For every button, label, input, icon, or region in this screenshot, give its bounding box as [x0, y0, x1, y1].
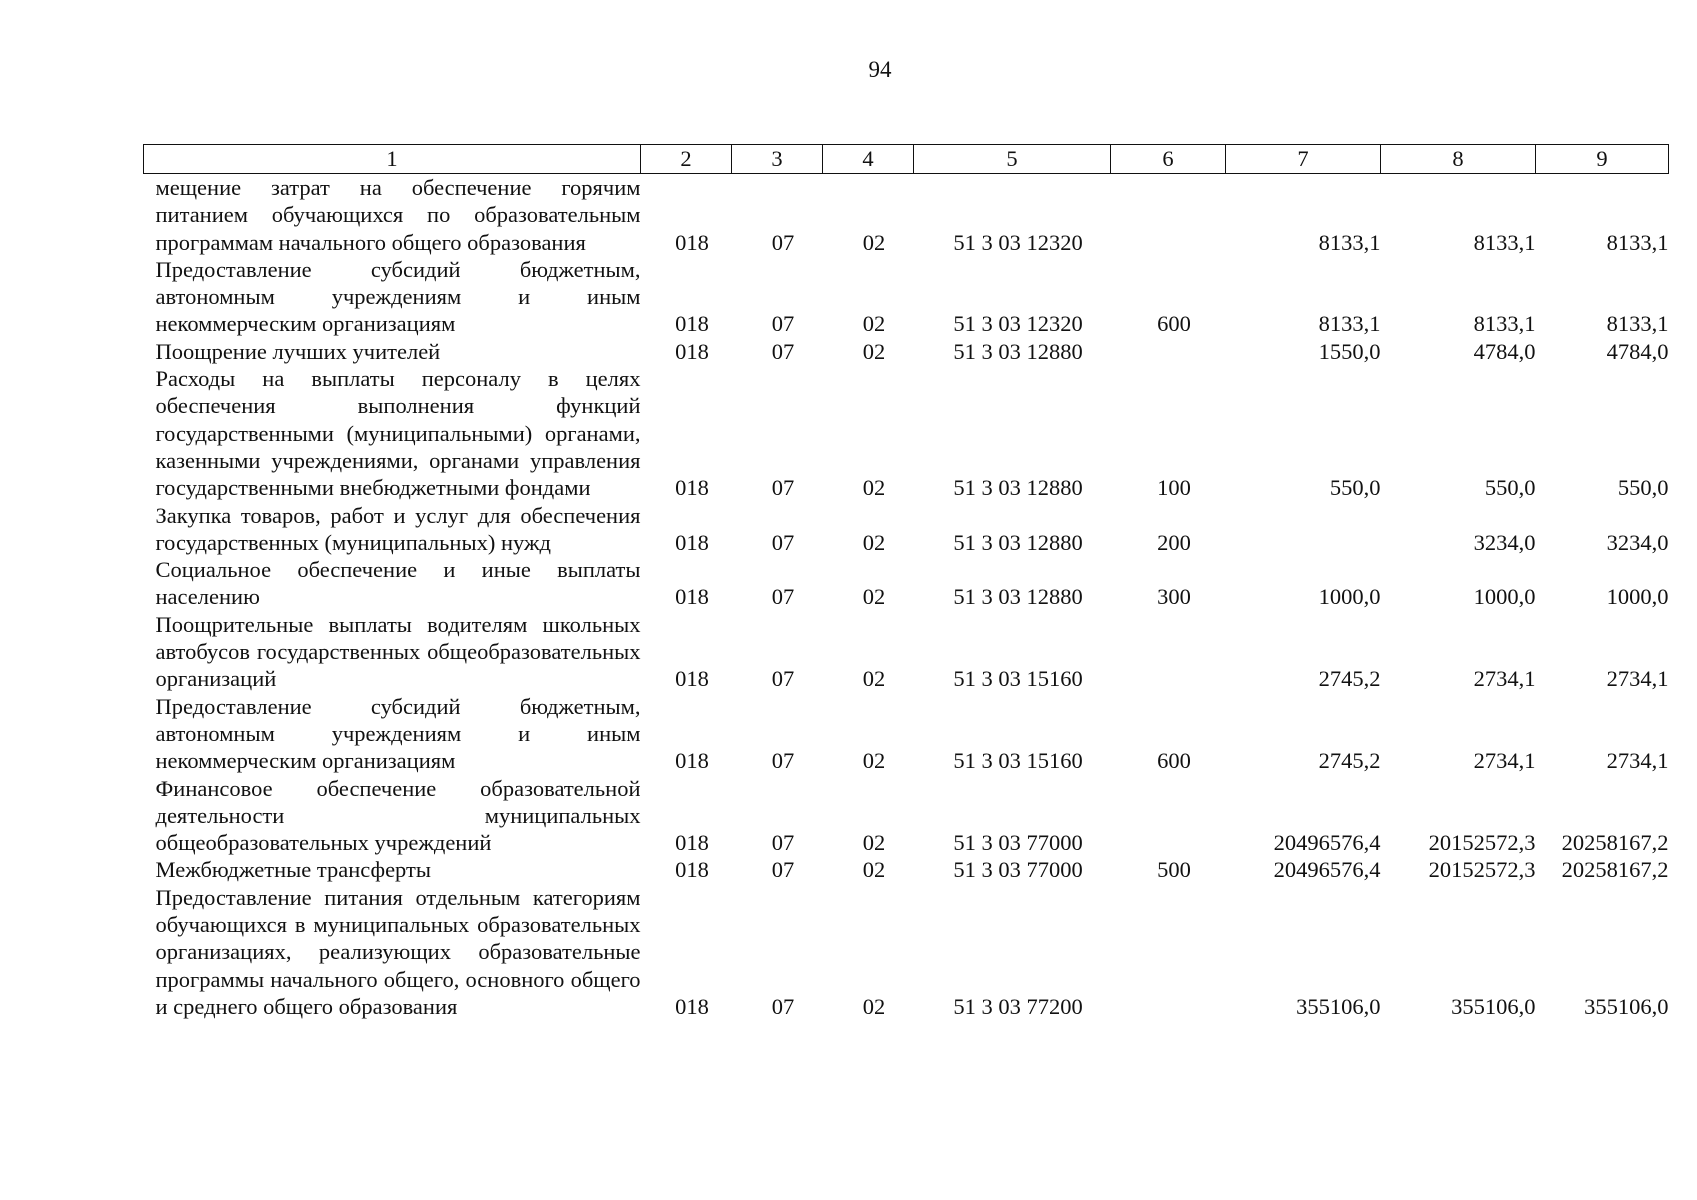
amount-year-2: 550,0	[1484, 475, 1536, 501]
amount-year-3: 4784,0	[1606, 338, 1669, 364]
header-cell: 5	[914, 145, 1111, 174]
amount-year-2: 20152572,3	[1428, 830, 1536, 856]
section-code: 07	[771, 338, 795, 364]
table-body	[144, 174, 1669, 1021]
section-code: 07	[771, 857, 795, 883]
ministry-code: 018	[675, 475, 709, 501]
header-cell: 7	[1226, 145, 1381, 174]
amount-year-3: 20258167,2	[1561, 830, 1669, 856]
header-row	[144, 145, 1669, 174]
amount-year-1: 8133,1	[1318, 229, 1381, 255]
amount-year-1: 20496576,4	[1273, 830, 1381, 856]
amount-year-1: 355106,0	[1296, 993, 1381, 1019]
row-description: мещение затрат на обеспечение горячим питанием обучающихся по образовательным программам начального общего образования	[155, 175, 641, 255]
amount-year-1: 550,0	[1329, 475, 1381, 501]
row-description: Финансовое обеспечение образовательной деятельности муниципальных общеобразовательных учреждений	[155, 775, 641, 856]
subsection-code: 02	[862, 666, 886, 692]
page-number: 94	[868, 57, 892, 82]
amount-year-1	[1226, 502, 1381, 557]
subsection-code: 02	[862, 338, 886, 364]
amount-year-2: 1000,0	[1473, 584, 1536, 610]
section-code: 07	[771, 748, 795, 774]
target-article-code: 51 3 03 12320	[953, 311, 1083, 337]
row-description: Предоставление субсидий бюджетным, автономным учреждениям и иным некоммерческим организациям	[155, 693, 641, 774]
expense-type-code: 100	[1157, 475, 1191, 501]
amount-year-2: 4784,0	[1473, 338, 1536, 364]
target-article-code: 51 3 03 77000	[953, 830, 1083, 856]
amount-year-1: 2745,2	[1318, 666, 1381, 692]
subsection-code: 02	[862, 475, 886, 501]
section-code: 07	[771, 666, 795, 692]
amount-year-1: 1550,0	[1318, 338, 1381, 364]
expense-type-code	[1111, 884, 1226, 1020]
target-article-code: 51 3 03 12320	[953, 229, 1083, 255]
expense-type-code: 500	[1157, 857, 1191, 883]
budget-table	[143, 144, 1669, 1020]
ministry-code: 018	[675, 584, 709, 610]
amount-year-2: 3234,0	[1473, 529, 1536, 555]
amount-year-1: 1000,0	[1318, 584, 1381, 610]
target-article-code: 51 3 03 12880	[953, 584, 1083, 610]
section-code: 07	[771, 529, 795, 555]
table-row	[144, 502, 1669, 557]
amount-year-3: 20258167,2	[1561, 857, 1669, 883]
row-description: Социальное обеспечение и иные выплаты населению	[155, 557, 641, 610]
ministry-code: 018	[675, 993, 709, 1019]
expense-type-code	[1111, 611, 1226, 693]
table-row	[144, 338, 1669, 365]
expense-type-code: 600	[1157, 311, 1191, 337]
amount-year-2: 8133,1	[1473, 311, 1536, 337]
amount-year-3: 3234,0	[1606, 529, 1669, 555]
amount-year-1: 2745,2	[1318, 748, 1381, 774]
amount-year-2: 2734,1	[1473, 666, 1536, 692]
ministry-code: 018	[675, 666, 709, 692]
amount-year-1: 8133,1	[1318, 311, 1381, 337]
header-cell: 6	[1111, 145, 1226, 174]
target-article-code: 51 3 03 12880	[953, 475, 1083, 501]
amount-year-2: 355106,0	[1451, 993, 1536, 1019]
amount-year-2: 8133,1	[1473, 229, 1536, 255]
expense-type-code	[1111, 775, 1226, 857]
row-description: Закупка товаров, работ и услуг для обеспечения государственных (муниципальных) нужд	[155, 502, 641, 555]
section-code: 07	[771, 229, 795, 255]
target-article-code: 51 3 03 15160	[953, 666, 1083, 692]
amount-year-3: 8133,1	[1606, 229, 1669, 255]
table-row	[144, 174, 1669, 256]
row-description: Предоставление субсидий бюджетным, автономным учреждениям и иным некоммерческим организациям	[155, 256, 641, 337]
ministry-code: 018	[675, 529, 709, 555]
ministry-code: 018	[675, 857, 709, 883]
row-description: Межбюджетные трансферты	[155, 857, 431, 883]
amount-year-2: 20152572,3	[1428, 857, 1536, 883]
target-article-code: 51 3 03 12880	[953, 529, 1083, 555]
ministry-code: 018	[675, 229, 709, 255]
expense-type-code: 600	[1157, 748, 1191, 774]
table-row	[144, 856, 1669, 883]
expense-type-code	[1111, 174, 1226, 256]
ministry-code: 018	[675, 338, 709, 364]
table-row	[144, 693, 1669, 775]
amount-year-3: 2734,1	[1606, 666, 1669, 692]
subsection-code: 02	[862, 857, 886, 883]
header-cell: 9	[1536, 145, 1669, 174]
header-cell: 8	[1381, 145, 1536, 174]
section-code: 07	[771, 311, 795, 337]
target-article-code: 51 3 03 12880	[953, 338, 1083, 364]
amount-year-3: 355106,0	[1584, 993, 1669, 1019]
row-description: Предоставление питания отдельным категориям обучающихся в муниципальных образовательных организациях, реализующих образовательные программы начального общего, основного общего и среднего общего образования	[155, 884, 641, 1019]
ministry-code: 018	[675, 748, 709, 774]
row-description: Расходы на выплаты персоналу в целях обеспечения выполнения функций государственными (муниципальными) органами, казенными учреждениями, органами управления государственными внебюджетными фондами	[155, 366, 641, 501]
table-row	[144, 884, 1669, 1020]
section-code: 07	[771, 830, 795, 856]
expense-type-code: 200	[1157, 529, 1191, 555]
subsection-code: 02	[862, 830, 886, 856]
row-description: Поощрительные выплаты водителям школьных автобусов государственных общеобразовательных организаций	[155, 611, 641, 692]
ministry-code: 018	[675, 311, 709, 337]
row-description: Поощрение лучших учителей	[155, 338, 441, 364]
amount-year-3: 1000,0	[1606, 584, 1669, 610]
amount-year-1: 20496576,4	[1273, 857, 1381, 883]
table-row	[144, 775, 1669, 857]
header-cell: 2	[641, 145, 732, 174]
target-article-code: 51 3 03 15160	[953, 748, 1083, 774]
ministry-code: 018	[675, 830, 709, 856]
expense-type-code: 300	[1157, 584, 1191, 610]
amount-year-3: 550,0	[1617, 475, 1669, 501]
subsection-code: 02	[862, 993, 886, 1019]
header-cell: 4	[823, 145, 914, 174]
subsection-code: 02	[862, 311, 886, 337]
subsection-code: 02	[862, 229, 886, 255]
header-cell: 3	[732, 145, 823, 174]
section-code: 07	[771, 475, 795, 501]
target-article-code: 51 3 03 77200	[953, 993, 1083, 1019]
section-code: 07	[771, 993, 795, 1019]
subsection-code: 02	[862, 584, 886, 610]
subsection-code: 02	[862, 529, 886, 555]
expense-type-code	[1111, 338, 1226, 365]
target-article-code: 51 3 03 77000	[953, 857, 1083, 883]
table-row	[144, 611, 1669, 693]
amount-year-2: 2734,1	[1473, 748, 1536, 774]
table-row	[144, 556, 1669, 611]
table-row	[144, 365, 1669, 501]
table-row	[144, 256, 1669, 338]
amount-year-3: 2734,1	[1606, 748, 1669, 774]
header-cell: 1	[144, 145, 641, 174]
subsection-code: 02	[862, 748, 886, 774]
section-code: 07	[771, 584, 795, 610]
amount-year-3: 8133,1	[1606, 311, 1669, 337]
